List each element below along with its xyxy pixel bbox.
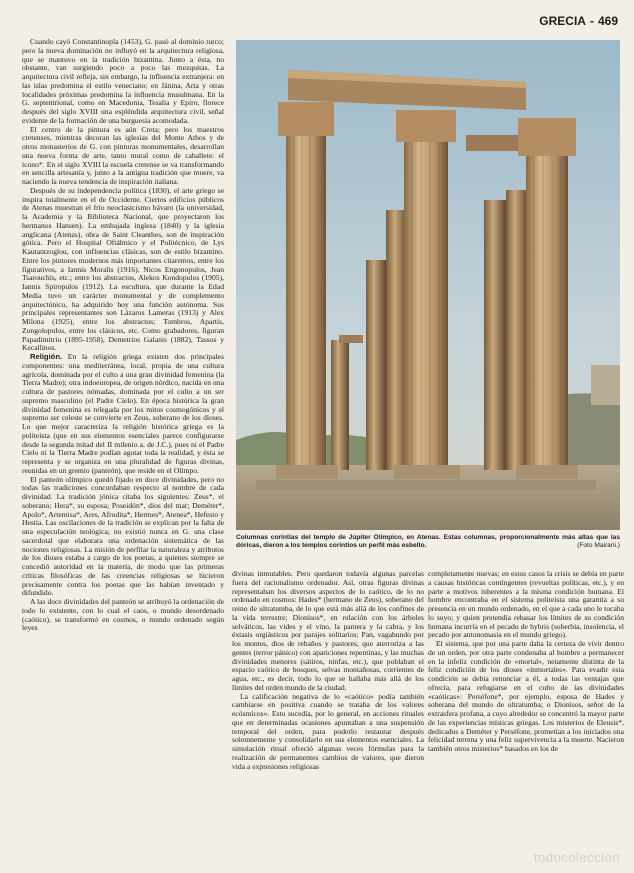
page-number: 469 xyxy=(597,14,618,28)
photo-caption xyxy=(236,534,620,550)
paragraph: A las doce divinidades del panteón se atribuyó la ordenación de todo lo existente, con lo cual el caos, o mundo desordenado (caótico), se transformó en cosmos, o mundo ordenado según leyes xyxy=(22,597,224,633)
middle-column xyxy=(232,570,424,771)
header-separator: - xyxy=(589,14,594,28)
paragraph: El panteón olímpico quedó fijado en doce divinidades, pero no todas las tradiciones concordaban respecto al nombre de cada divinidad. La tradición jónica citaba los siguientes: Zeus*, el soberano; Hera*, su esposa; Poseidón*, dios del mar; Deméter*, Apolo*, Artemisa*, Ares, Afrodita*, Hermes*, Atenea*, Hefesto y Hestia. Las oscilaciones de la tradición se explican por la falta de una especulación teológica; no existió nunca en G. una clase sacerdotal que elaborara una ordenación sistemática de las nociones religiosas. La misión de perfilar la naturaleza y atributos de los dioses estaba a cargo de los poetas, a quienes siempre se concedió autoridad en la materia, de modo que las primeras críticas filosóficas de las creencias religiosas se hicieron precisamente contra los poetas que las habían inventado y difundido. xyxy=(22,474,224,598)
paragraph: divinas inmutables. Pero quedaron todavía algunas parcelas fuera del racionalismo ordenador. Así, otras figuras divinas representaban los diversos aspectos de lo caótico, de lo no ordenado en cosmos: Hades* (hermano de Zeus), soberano del reino de ultratumba, de lo que está más allá de los confines de la vida terrestre; Dionisos*, en relación con los árboles selváticos, las vides y el vino, la pantera y la cabra, y los éxtasis orgiásticos por parajes solitarios; Pan, vagabundo por los montes, dios de rebaños y pastores, que aterroriza a las gentes (terror pánico) con apariciones repentinas, y las muchas divinidades menores (sátiros, ninfas, etc.), que poblaban el espacio caótico de bosques, selvas montañosas, corrientes de agua, etc., es decir, todo lo que se hallaba más allá de los límites del orden mundo de la ciudad. xyxy=(232,569,424,692)
paragraph: Después de su independencia política (1830), el arte griego se inspira totalmente en el de Occidente. Ciertos edificios públicos de Atenas muestran el frío neoclasicismo bávaro (la universidad, la Academia y la Biblioteca Nacional, que proyectaron los hermanos Hansen). La embajada inglesa (1840) y la iglesia anglicana (Atenas), obra de Saint Cleanthes, son de inspiración gótica. Pero el Hospital Oftálmico y el Politécnico, de Lys Kautantzoglou, con influencias clásicas, son de estilo bizantino. Entre los pintores modernos más importantes citaremos, entre los figurativos, a Iannis Moralis (1916), Nicos Engonopulos, Jean Tsarouchis, etc.; entre los abstractos, Alekos Kondopulos (1905), Iannis Spiropulos (1912). La escultura, que durante la Edad Media tuvo un carácter monumental y de complemento arquitectónico, ha adquirido hoy una función autónoma. Sus principales representantes son Lázaros Lameras (1913) y Alex Milona (1925), entre los abstractos; Tombros, Apartis, Zongolopulos, entre los clásicos, etc. Como grabadores, figuran Papadimitriu (1895-1958), Demetrios Galanis (1882), Tassos y Kecallinos. xyxy=(22,185,224,353)
religion-heading: Religión. xyxy=(30,352,63,361)
watermark: todocoleccion xyxy=(534,850,620,865)
religion-paragraph xyxy=(22,353,224,476)
caption-text: Columnas corintias del templo de Júpiter Olímpico, en Atenas. Estas columnas, proporcionalmente más altas que las dóricas, dieron a los templos corintios un perfil más esbelto. xyxy=(236,534,620,549)
photo-credit: (Foto Mairani.) xyxy=(577,542,620,549)
paragraph: El sistema, que por una parte daba la certeza de vivir dentro de un orden, por otra parte condenaba al hombre a permanecer en la infeliz condición de «mortal», netamente distinta de la feliz condición de los dioses «inmortales». Para evadir esta condición se debía renunciar a él, a todas las ventajas que ofrecía, para refugiarse en el culto de las divinidades «caóticas»: Perséfone*, por ejemplo, esposa de Hades y soberana del mundo de ultratumba; o Dionisos, señor de la extrasfera profana, a cuyo alrededor se concentró la mayor parte de las experiencias místicas griegas. Los misterios de Eleusis*, dedicados a Deméter y Perséfone, prometían a los iniciados una felicidad terrena y una feliz supervivencia a la muerte. Nacieron también otros misterios* basados en los de xyxy=(428,639,624,753)
religion-text: En la religión griega existen dos principales componentes: una mediterránea, local, propia de una cultura agrícola, dominada por el culto a una gran divinidad femenina (la Tierra Madre); otra indoeuropea, de origen nórdico, nacida en una cultura de pastores nómadas, dominada por el culto a un ser supremo masculino (el Padre Cielo). En época histórica la gran divinidad femenina es relegada por los mitos cosmogónicos y el supremo ser celeste se convierte en Zeus, soberano de los dioses. Lo que mejor caracteriza la religión histórica griega es la politeísta (que en sus elementos esenciales parece configurarse desde la segunda mitad del II milenio a. de J.C.), pues ni el Padre Cielo ni la Tierra Madre podían agotar toda la realidad, y ésta se representa y se organiza en una pluralidad de figuras divinas, reunidas en un gremio (panteón), que reside en el Olimpo. xyxy=(22,352,224,475)
paragraph: El centro de la pintura es aún Creta; pero los maestros cretenses, mientras decoran las iglesias del Monte Athos y de otros monasterios de G. con pinturas monumentales, desarrollan una nueva forma de arte, tanto mural como de caballete: el icono*. En el siglo XVIII la escuela cretense se va transformando en sencilla artesanía y, junto a la antigua tradición que muere, va naciendo la nueva tendencia de inspiración italiana. xyxy=(22,124,224,186)
page-header xyxy=(539,14,618,28)
paragraph: Cuando cayó Constantinopla (1453), G. pasó al dominio turco; pero la nueva dominación no influyó en la arquitectura religiosa, que se mantuvo en la tradición bizantina. Junto a ésta, no obstante, van surgiendo poco a poco las mezquitas. La arquitectura civil refleja, sin embargo, la influencia extranjera: en las islas predomina el estilo veneciano; en Jánina, Arta y otras localidades próximas predomina la influencia musulmana. En la G. septentrional, como en Macedonia, Tesalia y Epiro, florece después del siglo XVIII una espléndida arquitectura civil, señal evidente de la formación de una burguesía acomodada. xyxy=(22,37,224,125)
left-column xyxy=(22,38,224,633)
right-column xyxy=(428,570,624,754)
section-title: GRECIA xyxy=(539,14,586,28)
temple-photo xyxy=(236,40,620,530)
paragraph: La calificación negativa de lo «caótico» podía también cambiarse en positiva cuando se trataba de los valores ecósmicos». Esto sucedía, por lo general, en acciones rituales que en determinadas ocasiones apuntaban a una suspensión temporal del orden, para poderlo restaurar después solemnemente y consolidarlo en sus elementos esenciales. La simulación ritual ofreció algunas veces fórmulas para la realización de permanentes cambios de valores, que dieron vida a expresiones religiosas xyxy=(232,691,424,771)
paragraph: completamente nuevas; en estos casos la crisis se debía en parte a causas históricas contingentes (revueltas políticas, etc.), y en parte a motivos inherentes a la misma condición humana. El hombre encontraba en el sistema politeísta una garantía a su presencia en un mundo ordenado, en el que a cada uno le tocaba lo suyo; y quien pretendía rebasar los límites de su condición humana incurría en el pecado de hybris (soberbia, insolencia, el pecado por antonomasia en el mundo griego). xyxy=(428,569,624,640)
